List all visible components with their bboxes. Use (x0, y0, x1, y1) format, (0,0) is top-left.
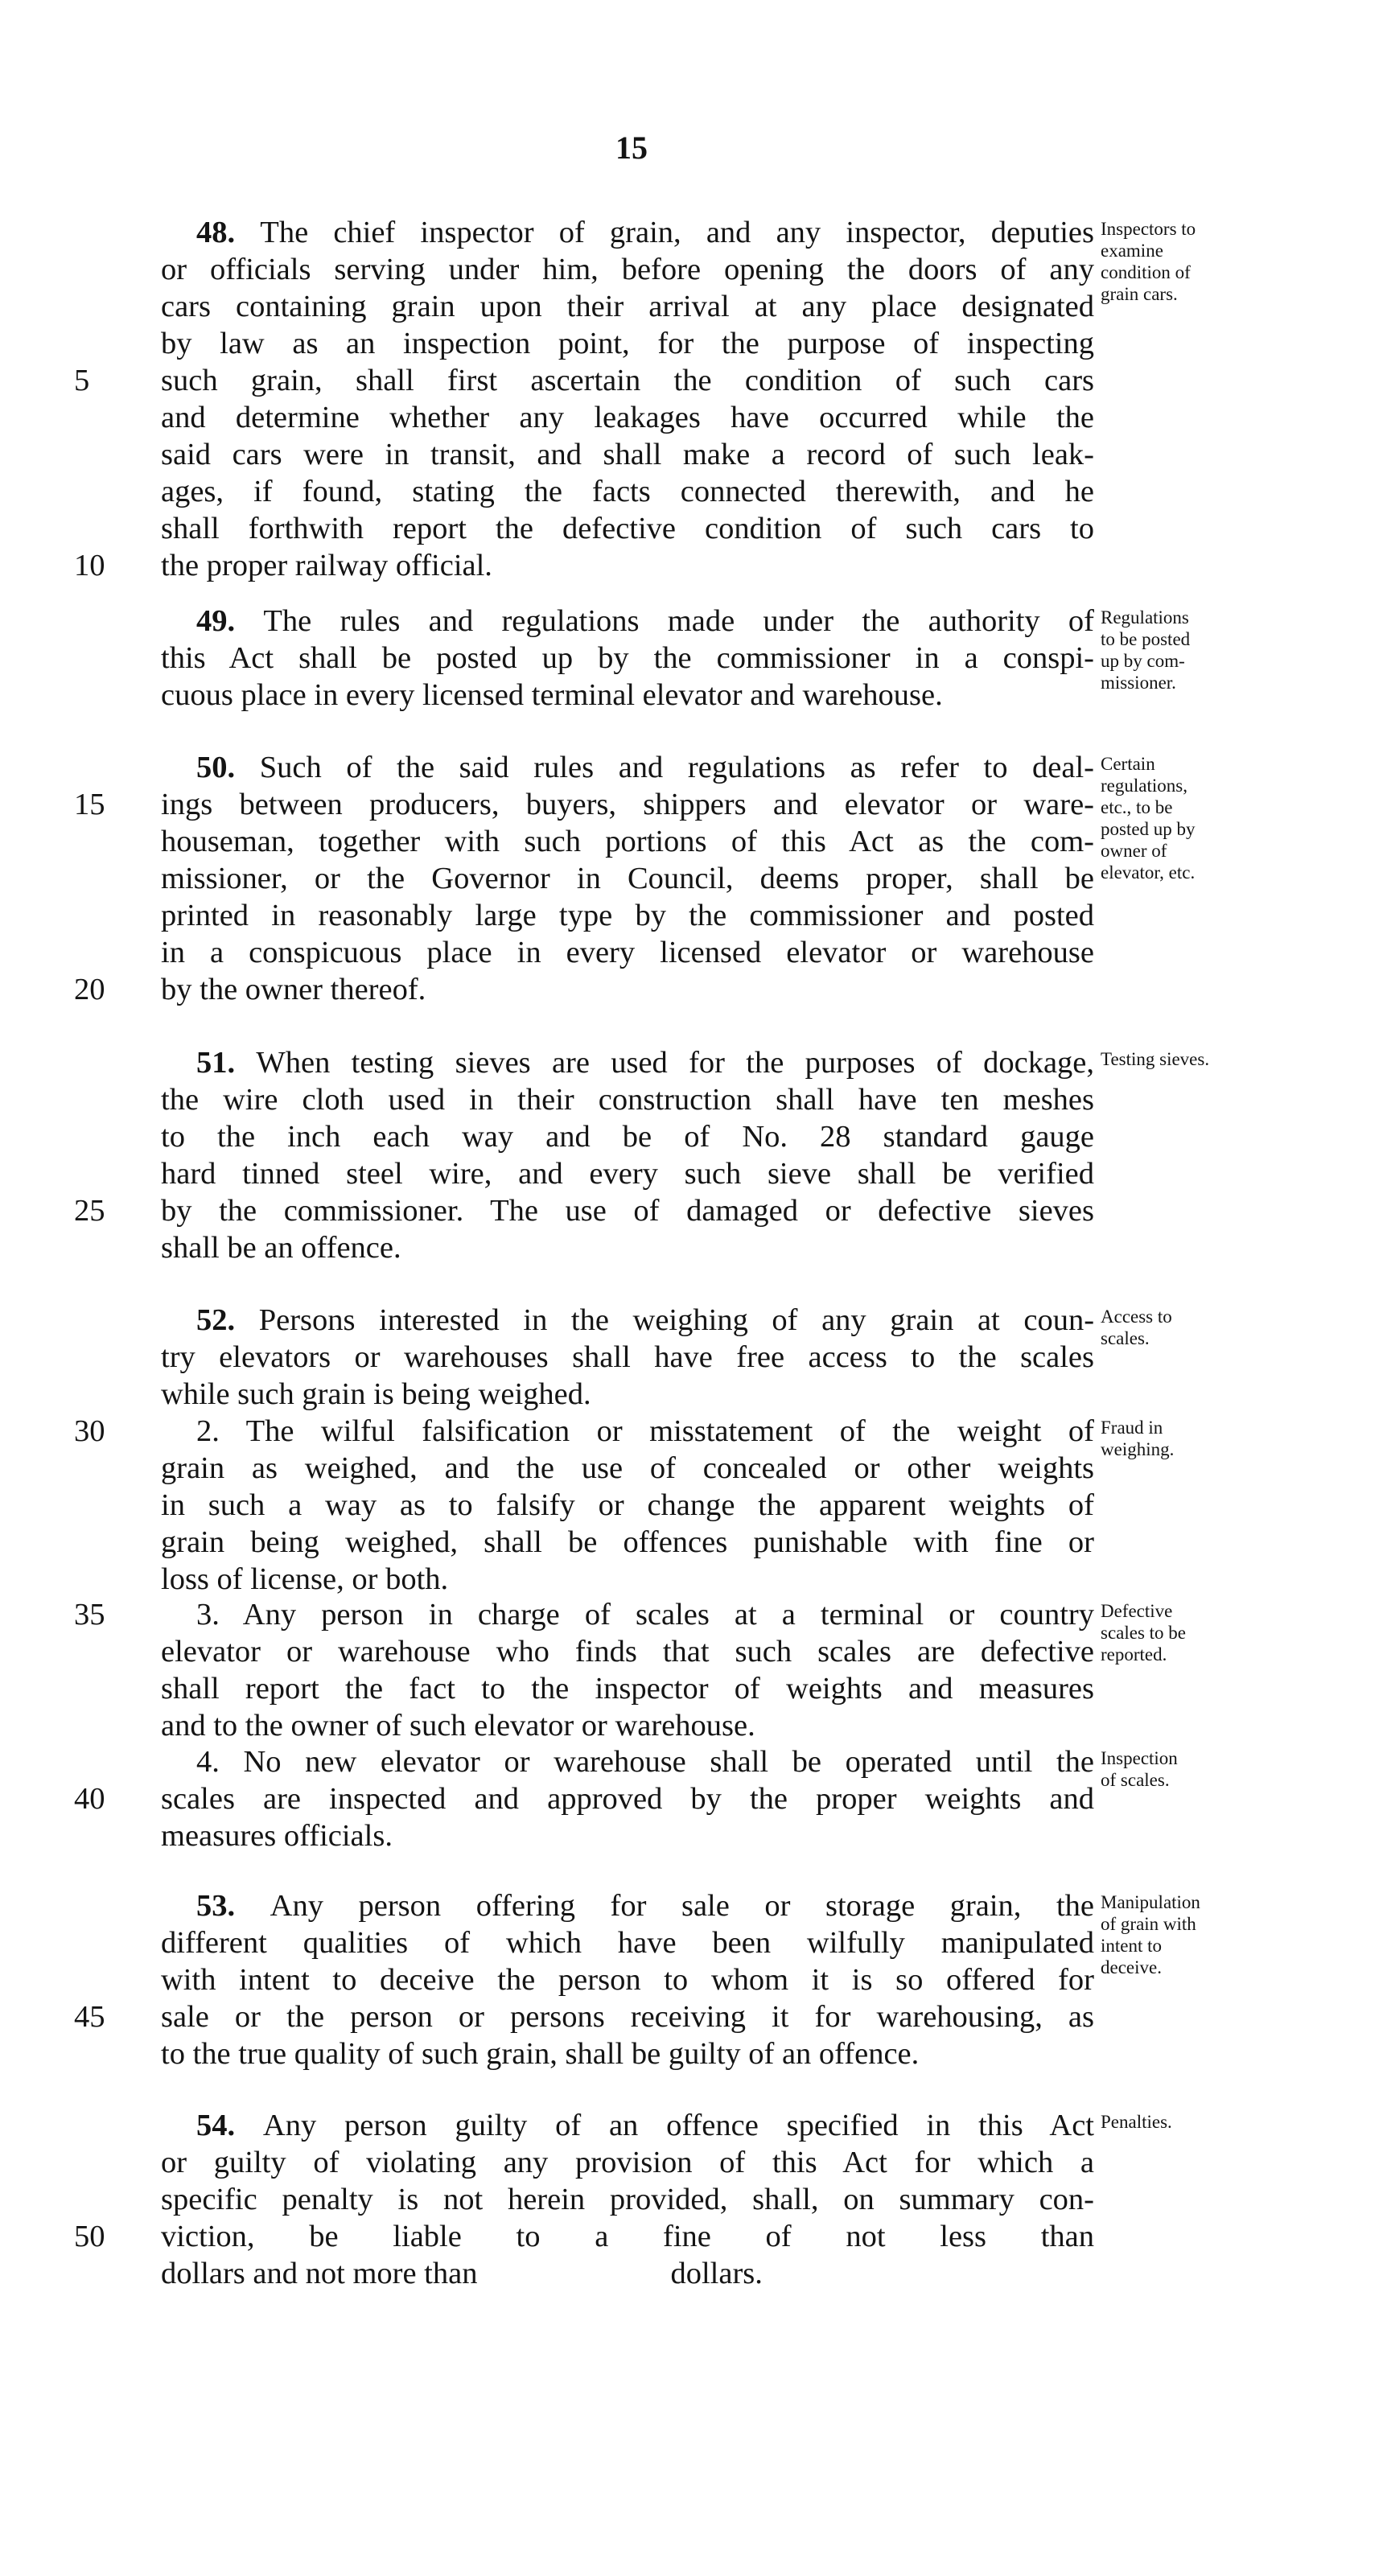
line-text: or officials serving under him, before opening the doors of any (161, 253, 1094, 286)
line-text: by the commissioner. The use of damaged or defective sieves (161, 1194, 1094, 1228)
text-line (161, 1449, 1094, 1488)
line-text: printed in reasonably large type by the commissioner and posted (161, 899, 1094, 932)
text-line (161, 509, 1094, 548)
text-line (161, 398, 1094, 437)
line-text: in such a way as to falsify or change the apparent weights of (161, 1488, 1094, 1522)
line-text: 4. No new elevator or warehouse shall be operated until the (196, 1745, 1094, 1779)
line-text: shall forthwith report the defective condition of such cars to (161, 512, 1094, 545)
text-line (161, 472, 1094, 511)
line-text: 2. The wilful falsification or misstatement of the weight of (196, 1414, 1094, 1448)
text-line (161, 1924, 1094, 1962)
text-line (196, 602, 1094, 640)
line-text: said cars were in transit, and shall make a record of such leak- (161, 438, 1094, 471)
text-line (161, 435, 1094, 474)
line-text: the wire cloth used in their construction shall have ten meshes (161, 1083, 1094, 1117)
text-line (161, 1191, 1094, 1230)
section-number: 51. (196, 1046, 257, 1080)
line-text: different qualities of which have been wilfully manipulated (161, 1926, 1094, 1960)
line-text: by law as an inspection point, for the purpose of inspecting (161, 327, 1094, 360)
text-line (161, 1961, 1094, 1999)
text-line (161, 287, 1094, 326)
line-text: such grain, shall first ascertain the condition of such cars (161, 364, 1094, 397)
text-line (161, 324, 1094, 363)
text-line (161, 1998, 1094, 2036)
margin-note: Certain regulations, etc., to be posted up by owner of elevator, etc. (1101, 754, 1196, 883)
line-number: 25 (74, 1194, 105, 1228)
text-line (161, 970, 1094, 1009)
line-text: grain as weighed, and the use of concealed or other weights (161, 1451, 1094, 1485)
margin-note: Manipulation of grain with intent to deceive. (1101, 1892, 1200, 1977)
text-line (161, 822, 1094, 861)
text-line (196, 213, 1094, 252)
line-number: 5 (74, 364, 90, 397)
line-text: measures officials. (161, 1819, 393, 1853)
text-line (161, 1117, 1094, 1156)
text-line (161, 785, 1094, 824)
margin-note: Inspectors to examine condition of grain cars. (1101, 219, 1196, 304)
text-line (196, 1887, 1094, 1925)
line-text: in a conspicuous place in every licensed elevator or warehouse (161, 936, 1094, 969)
margin-note: Regulations to be posted up by com- missioner. (1101, 607, 1191, 693)
line-text: while such grain is being weighed. (161, 1377, 591, 1411)
text-line (161, 2143, 1094, 2182)
text-line (196, 1412, 1094, 1451)
text-line (196, 2106, 1094, 2145)
text-line (161, 1523, 1094, 1562)
line-text: or guilty of violating any provision of this Act for which a (161, 2146, 1094, 2179)
line-text: to the true quality of such grain, shall be guilty of an offence. (161, 2037, 920, 2071)
line-text: dollars. (670, 2257, 763, 2290)
line-text: the proper railway official. (161, 549, 492, 582)
margin-note: Defective scales to be reported. (1101, 1601, 1187, 1665)
text-line (161, 250, 1094, 289)
section-number: 53. (196, 1889, 270, 1923)
text-line (196, 1301, 1094, 1339)
text-line (161, 896, 1094, 935)
text-line (161, 1338, 1094, 1376)
text-line (161, 1080, 1094, 1119)
text-line (161, 2254, 1094, 2293)
section-number: 54. (196, 2109, 263, 2142)
line-text: with intent to deceive the person to whom it is so offered for (161, 1963, 1094, 1997)
margin-note: Fraud in weighing. (1101, 1418, 1175, 1459)
margin-note: Access to scales. (1101, 1307, 1172, 1348)
text-line (161, 933, 1094, 972)
line-text: hard tinned steel wire, and every such sieve shall be verified (161, 1157, 1094, 1191)
text-line (161, 2180, 1094, 2219)
text-line (161, 1154, 1094, 1193)
text-line (161, 639, 1094, 677)
margin-note: Testing sieves. (1101, 1049, 1210, 1069)
margin-note: Penalties. (1101, 2112, 1172, 2132)
line-text: cars containing grain upon their arrival at any place designated (161, 290, 1094, 323)
text-line (161, 859, 1094, 898)
text-line (161, 1486, 1094, 1525)
line-text: specific penalty is not herein provided, shall, on summary con- (161, 2183, 1094, 2216)
line-text: 3. Any person in charge of scales at a terminal or country (196, 1598, 1094, 1632)
line-text: When testing sieves are used for the purposes of dockage, (256, 1046, 1094, 1080)
line-text: to the inch each way and be of No. 28 standard gauge (161, 1120, 1094, 1154)
line-text: Persons interested in the weighing of any grain at coun- (258, 1303, 1095, 1337)
section-number: 49. (196, 604, 264, 638)
line-text: this Act shall be posted up by the commissioner in a conspi- (161, 641, 1094, 675)
line-text: by the owner thereof. (161, 973, 426, 1006)
line-number: 15 (74, 788, 105, 821)
line-text: Any person offering for sale or storage grain, the (270, 1889, 1094, 1923)
line-number: 40 (74, 1782, 105, 1816)
line-text: ings between producers, buyers, shippers and elevator or ware- (161, 788, 1094, 821)
text-line (161, 1375, 1094, 1414)
line-number: 10 (74, 549, 105, 582)
text-line (196, 748, 1094, 787)
line-text: and determine whether any leakages have occurred while the (161, 401, 1094, 434)
line-text: sale or the person or persons receiving it for warehousing, as (161, 2000, 1094, 2034)
line-text: try elevators or warehouses shall have free access to the scales (161, 1340, 1094, 1374)
line-number: 50 (74, 2220, 105, 2253)
line-text: The rules and regulations made under the authority of (263, 604, 1094, 638)
line-text: viction, be liable to a fine of not less than (161, 2220, 1094, 2253)
text-line (161, 361, 1094, 400)
line-text: Any person guilty of an offence specified in this Act (262, 2109, 1094, 2142)
text-line (161, 1780, 1094, 1818)
text-line (161, 1817, 1094, 1855)
text-line (161, 1669, 1094, 1708)
line-text: loss of license, or both. (161, 1562, 449, 1596)
line-number: 35 (74, 1598, 105, 1632)
line-number: 30 (74, 1414, 105, 1448)
text-line (161, 676, 1094, 714)
line-number: 45 (74, 2000, 105, 2034)
line-number: 20 (74, 973, 105, 1006)
text-line (196, 1743, 1094, 1781)
text-line (161, 2035, 1094, 2073)
line-text: and to the owner of such elevator or warehouse. (161, 1709, 755, 1743)
page-number: 15 (615, 130, 648, 166)
margin-note: Inspection of scales. (1101, 1748, 1178, 1790)
text-line (196, 1595, 1094, 1634)
line-text: The chief inspector of grain, and any inspector, deputies (260, 216, 1094, 249)
line-text: shall report the fact to the inspector of weights and measures (161, 1672, 1094, 1706)
line-text: Such of the said rules and regulations as refer to deal- (259, 751, 1095, 784)
line-text: houseman, together with such portions of this Act as the com- (161, 825, 1094, 858)
text-line (161, 1632, 1094, 1671)
line-text: grain being weighed, shall be offences punishable with fine or (161, 1525, 1094, 1559)
line-text: dollars and not more than (161, 2257, 478, 2290)
line-text: scales are inspected and approved by the proper weights and (161, 1782, 1094, 1816)
line-text: cuous place in every licensed terminal elevator and warehouse. (161, 678, 943, 712)
line-text: missioner, or the Governor in Council, deems proper, shall be (161, 862, 1094, 895)
text-line (196, 1043, 1094, 1082)
section-number: 48. (196, 216, 261, 249)
text-line (161, 546, 1094, 585)
text-line (161, 1706, 1094, 1745)
text-line (161, 2217, 1094, 2256)
section-number: 50. (196, 751, 260, 784)
line-text: shall be an offence. (161, 1231, 401, 1265)
text-line (161, 1560, 1094, 1599)
line-text: ages, if found, stating the facts connected therewith, and he (161, 475, 1094, 508)
section-number: 52. (196, 1303, 259, 1337)
line-text: elevator or warehouse who finds that such scales are defective (161, 1635, 1094, 1669)
text-line (161, 1228, 1094, 1267)
